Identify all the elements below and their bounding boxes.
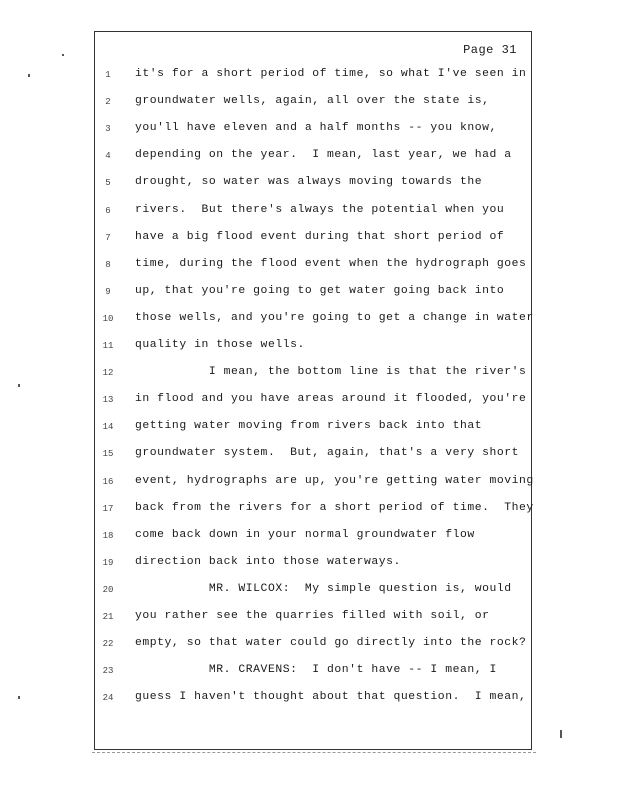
line-number: 11 [102, 341, 114, 351]
line-number: 10 [102, 313, 114, 324]
transcript-line-text: MR. CRAVENS: I don't have -- I mean, I [135, 664, 497, 677]
line-number: 1 [105, 70, 111, 80]
scan-speck [62, 54, 64, 56]
scan-speck [28, 74, 30, 77]
line-number: 13 [102, 395, 114, 406]
line-number: 17 [102, 503, 114, 514]
line-number: 12 [102, 368, 114, 379]
scan-speck [18, 384, 20, 387]
line-number: 6 [105, 205, 111, 216]
transcript-line-text: up, that you're going to get water going back into [135, 284, 505, 297]
line-number: 20 [102, 584, 114, 595]
line-number: 3 [105, 124, 111, 135]
transcript-line-text: event, hydrographs are up, you're getting water moving [135, 474, 534, 487]
transcript-line-text: it's for a short period of time, so what I've seen in [135, 68, 527, 80]
transcript-line-text: in flood and you have areas around it flooded, you're [135, 393, 527, 406]
transcript-line-text: direction back into those waterways. [135, 555, 401, 568]
line-number: 4 [105, 151, 111, 162]
transcript-line-text: you'll have eleven and a half months -- you know, [135, 122, 497, 135]
transcript-line-text: MR. WILCOX: My simple question is, would [135, 582, 512, 595]
line-number: 8 [105, 259, 111, 270]
transcript-line-text: I mean, the bottom line is that the river's [135, 366, 527, 379]
line-number: 16 [102, 476, 114, 487]
line-number: 18 [102, 530, 114, 541]
scan-speck [18, 696, 20, 699]
transcript-line-text: back from the rivers for a short period of time. They [135, 501, 534, 514]
transcript-line-text: groundwater system. But, again, that's a very short [135, 447, 520, 460]
transcript-line-text: time, during the flood event when the hydrograph goes [135, 257, 527, 270]
scan-speck [560, 730, 562, 738]
transcript-line-text: guess I haven't thought about that question. I mean, [135, 691, 527, 704]
transcript-line-text: groundwater wells, again, all over the state is, [135, 95, 490, 108]
transcript-line-text: drought, so water was always moving towards the [135, 176, 483, 189]
transcript-line-text: getting water moving from rivers back into that [135, 420, 483, 433]
page-number: Page 31 [463, 43, 517, 57]
transcript-line-text: rivers. But there's always the potential when you [135, 203, 505, 216]
line-number: 23 [102, 666, 114, 677]
line-number: 5 [105, 178, 111, 189]
transcript-line-text: empty, so that water could go directly into the rock? [135, 637, 527, 650]
transcript-line-text: depending on the year. I mean, last year, we had a [135, 149, 512, 162]
line-number: 24 [102, 693, 114, 704]
line-number: 7 [105, 232, 111, 243]
line-number: 14 [102, 422, 114, 433]
line-number: 21 [102, 612, 114, 622]
line-number: 9 [105, 286, 111, 297]
line-number: 2 [105, 97, 111, 108]
line-number: 15 [102, 449, 114, 460]
transcript-line-text: come back down in your normal groundwater flow [135, 528, 475, 541]
transcript-line-text: have a big flood event during that short period of [135, 230, 505, 243]
line-number: 22 [102, 639, 114, 650]
scan-bottom-rule [92, 752, 536, 754]
transcript-line-text: those wells, and you're going to get a change in water [135, 311, 534, 324]
transcript-line-text: quality in those wells. [135, 339, 305, 351]
line-number: 19 [102, 557, 114, 568]
transcript-page [94, 31, 532, 750]
transcript-line-text: you rather see the quarries filled with soil, or [135, 610, 490, 622]
